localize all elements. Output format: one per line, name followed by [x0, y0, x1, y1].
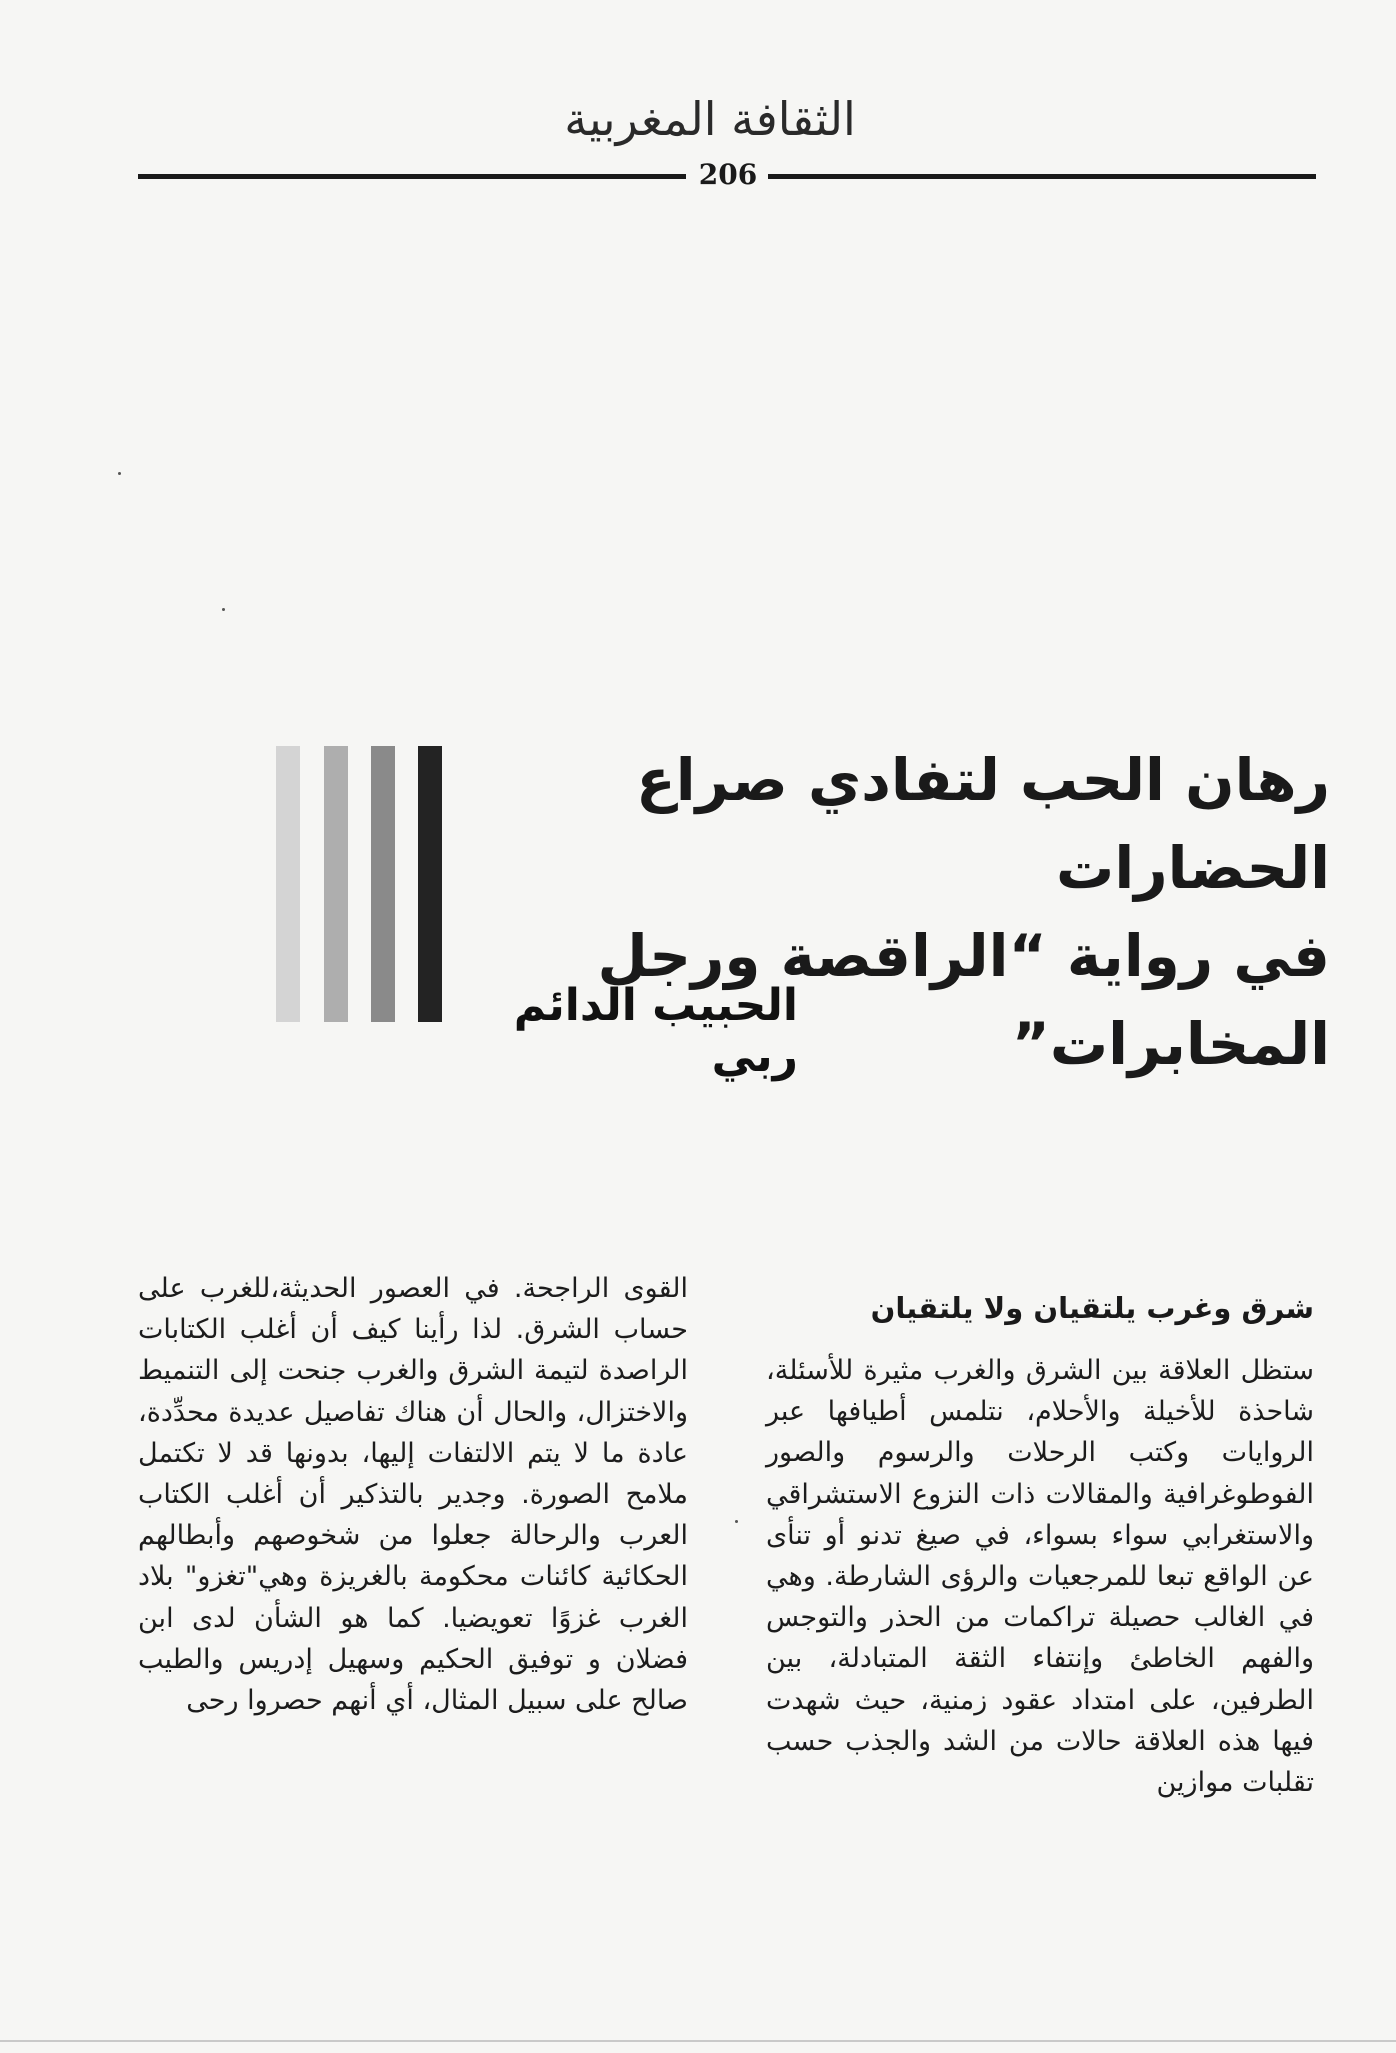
body-column-left [138, 1268, 688, 1721]
decorative-bar [371, 746, 395, 1022]
decorative-bar [324, 746, 348, 1022]
speck [118, 472, 121, 475]
page-number: 206 [698, 158, 758, 191]
section-heading: شرق وغرب يلتقيان ولا يلتقيان [870, 1291, 1314, 1325]
header-rule-left [138, 174, 686, 179]
header-rule-right [768, 174, 1316, 179]
decorative-bar-dark [418, 746, 442, 1022]
scan-edge [0, 2040, 1396, 2042]
article-title-line-1: رهان الحب لتفادي صراع الحضارات [636, 746, 1330, 902]
body-paragraph: القوى الراجحة. في العصور الحديثة،للغرب على حساب الشرق. لذا رأينا كيف أن أغلب الكتابات الراصدة لتيمة الشرق والغرب جنحت إلى التنميط والاختزال، والحال أن هناك تفاصيل عديدة محدِّدة، عادة ما لا يتم الالتفات إليها، بدونها قد لا تكتمل ملامح الصورة. وجدير بالتذكير أن أغلب الكتاب العرب والرحالة جعلوا من شخوصهم وأبطالهم الحكائية كائنات محكومة بالغريزة وهي"تغزو" بلاد الغرب غزوًا تعويضيا. كما هو الشأن لدى ابن فضلان و توفيق الحكيم وسهيل إدريس والطيب صالح على سبيل المثال، أي أنهم حصروا رحى [138, 1273, 688, 1717]
speck [222, 608, 225, 611]
article-title-line-2: في رواية “الراقصة ورجل المخابرات” [597, 922, 1330, 1078]
body-paragraph: ستظل العلاقة بين الشرق والغرب مثيرة للأسئلة، شاحذة للأخيلة والأحلام، نتلمس أطيافها عبر الروايات وكتب الرحلات والرسوم والصور الفوطوغرافية والمقالات ذات النزوع الاستشراقي والاستغرابي سواء بسواء، في صيغ تدنو أو تنأى عن الواقع تبعا للمرجعيات والرؤى الشارطة. وهي في الغالب حصيلة تراكمات من الحذر والتوجس والفهم الخاطئ وإنتفاء الثقة المتبادلة، بين الطرفين، على امتداد عقود زمنية، حيث شهدت فيها هذه العلاقة حالات من الشد والجذب حسب تقلبات موازين [766, 1355, 1314, 1799]
author-name: الحبيب الدائم ربي [513, 980, 798, 1082]
decorative-bar [276, 746, 300, 1022]
journal-title: الثقافة المغربية [564, 92, 856, 146]
body-column-right [766, 1350, 1314, 1803]
speck [735, 1520, 738, 1523]
